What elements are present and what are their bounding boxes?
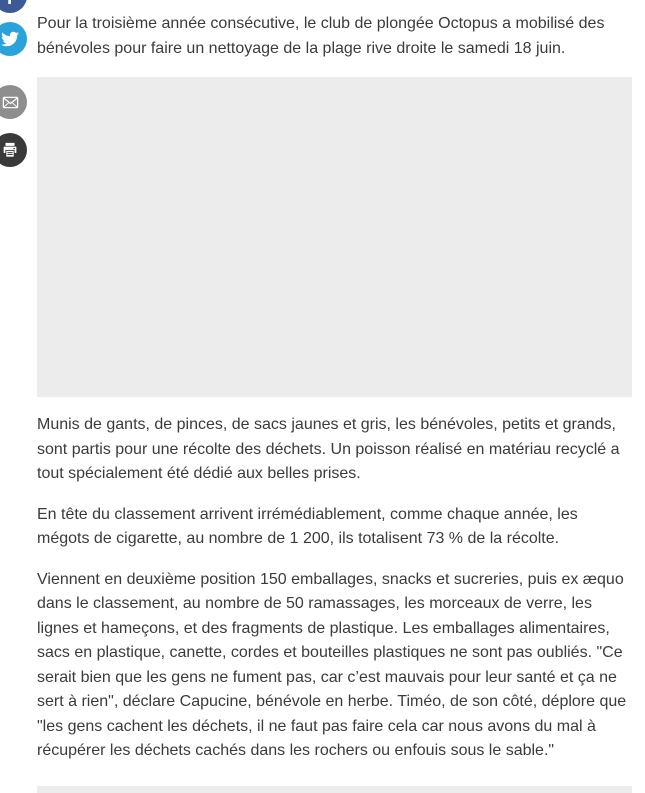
article-image-placeholder-bottom <box>37 786 632 793</box>
article-paragraph-classement: En tête du classement arrivent irrémédiablement, comme chaque année, les mégots de cigarette, au nombre de 1 200, ils totalisent 73 % de la récolte. <box>37 505 578 547</box>
email-share-button[interactable] <box>0 85 27 119</box>
twitter-bird-icon <box>1 30 19 48</box>
article-paragraph-collecte: Munis de gants, de pinces, de sacs jaunes et gris, les bénévoles, petits et grands, sont partis pour une récolte des déchets. Un poisson réalisé en matériau recyclé a tout spécialement été dédié aux belles prises. <box>37 416 620 482</box>
facebook-share-button[interactable] <box>0 0 27 13</box>
article-paragraph-details: Viennent en deuxième position 150 emballages, snacks et sucreries, puis ex æquo dans le classement, au nombre de 50 ramassages, les morceaux de verre, les lignes et hameçons, et des fragments de plastique. Les emballages alimentaires, sacs en plastique, canette, cordes et bouteilles plastiques ne sont pas oubliés. "Ce serait bien que les gens ne fument pas, car c’est mauvais pour leur santé et ça ne sert à rien", déclare Capucine, bénévole en herbe. Timéo, de son côté, déplore que "les gens cachent les déchets, il ne faut pas faire cela car nous avons du mal à récupérer les déchets cachés dans les rochers ou enfouis sous le sable." <box>37 570 627 759</box>
article-image-placeholder <box>37 77 632 397</box>
article-paragraph-intro: Pour la troisième année consécutive, le club de plongée Octopus a mobilisé des bénévoles pour faire un nettoyage de la plage rive droite le samedi 18 juin. <box>37 15 605 57</box>
social-share-bar <box>0 0 27 200</box>
printer-icon <box>1 141 19 159</box>
twitter-share-button[interactable] <box>0 22 27 56</box>
facebook-f-icon <box>2 0 18 4</box>
print-share-button[interactable] <box>0 133 27 167</box>
envelope-icon <box>1 93 20 112</box>
